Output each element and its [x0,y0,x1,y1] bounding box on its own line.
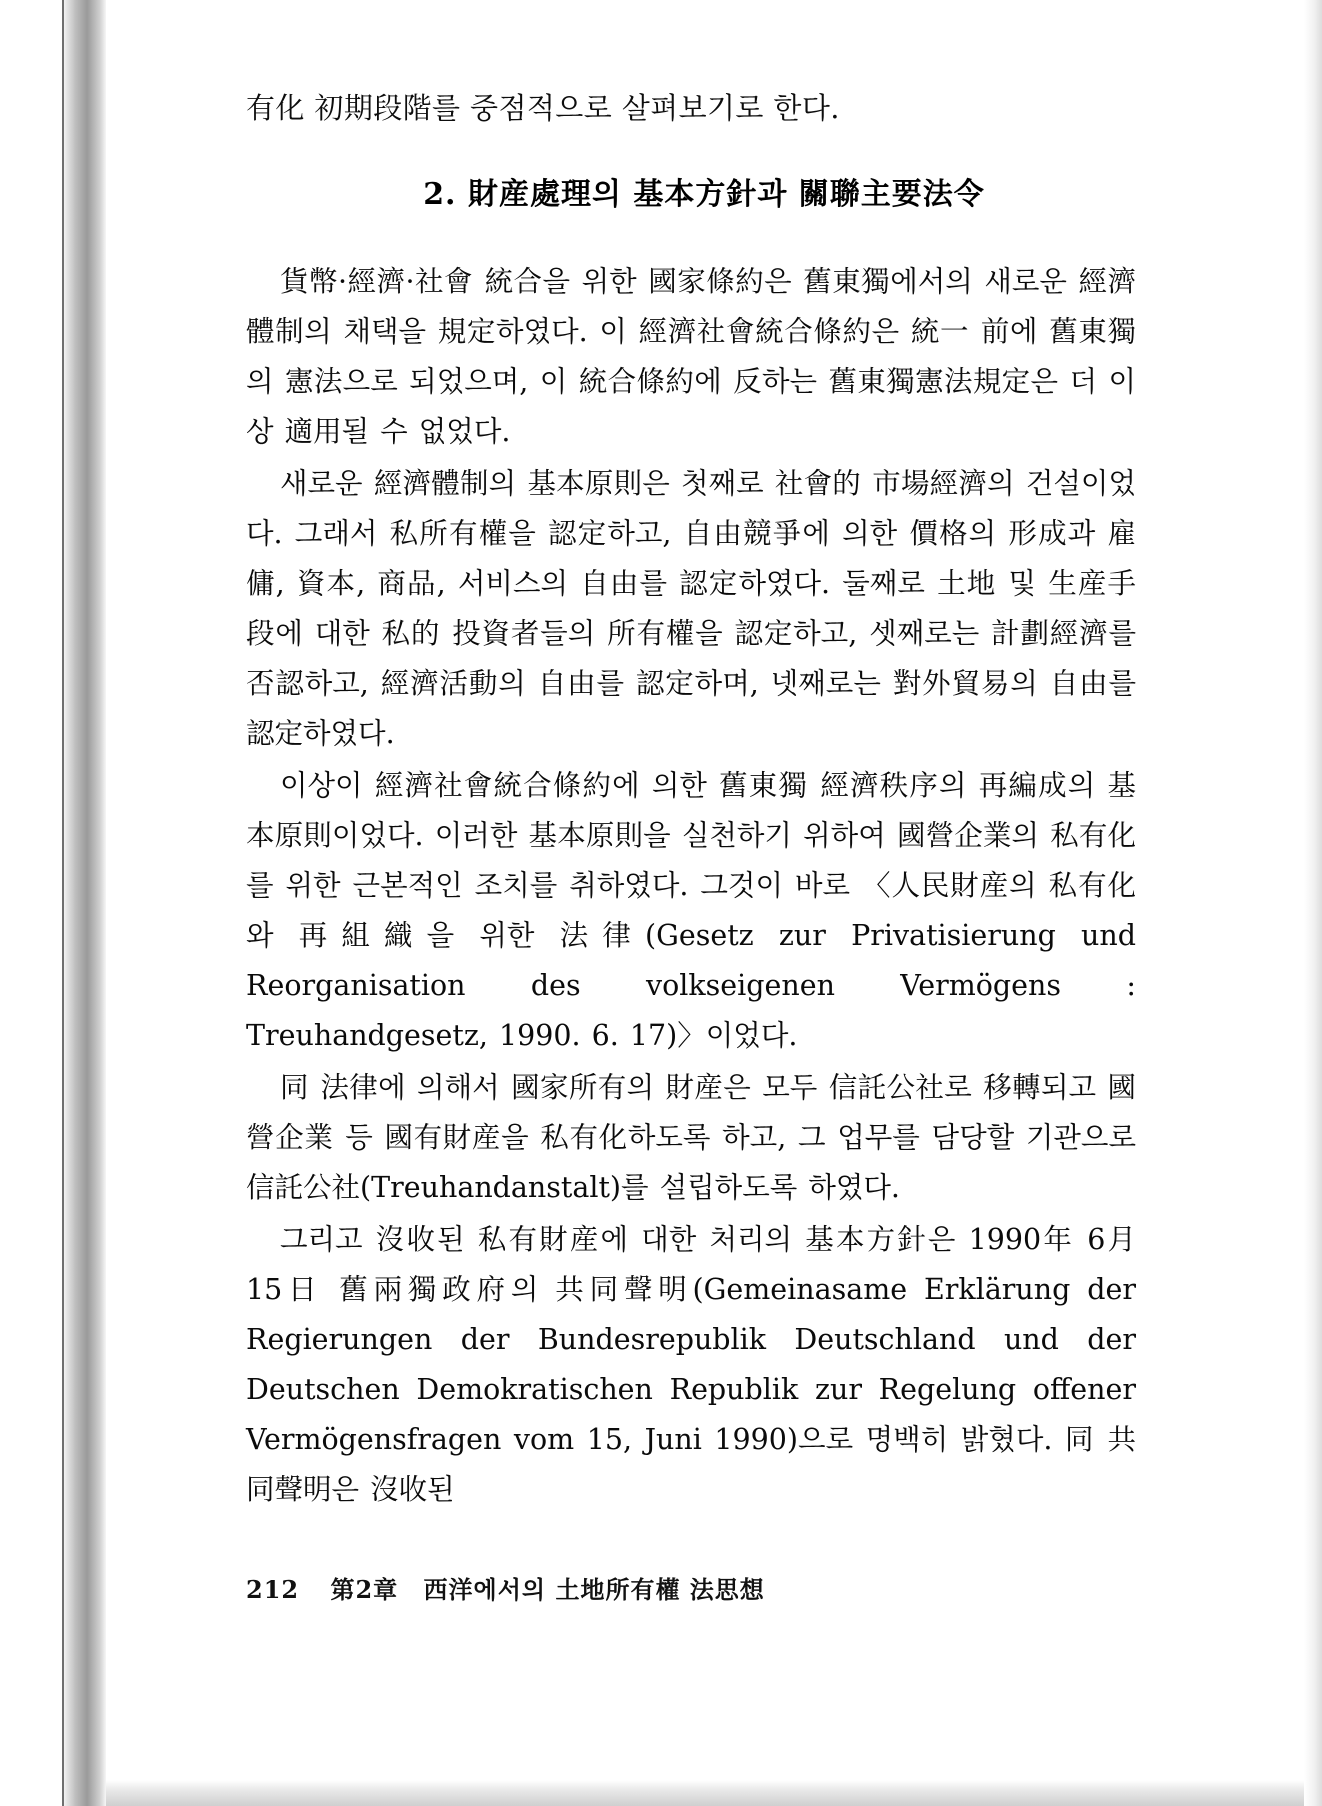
section-heading: 2. 財産處理의 基本方針과 關聯主要法令 [423,177,985,212]
page-content [246,86,1136,1515]
paragraph-5: 그리고 沒收된 私有財産에 대한 처리의 基本方針은 1990年 6月 15日 舊兩獨政府의 共同聲明(Gemeinasame Erklärung der Regierungen der Bundesrepublik Deutschland und der Deutschen Demokratischen Republik zur Regelung offener Vermögensfragen vom 15, Juni 1990)으로 명백히 밝혔다. 同 共同聲明은 沒收된 [246,1223,1136,1506]
continued-line: 有化 初期段階를 중점적으로 살펴보기로 한다. [246,91,840,125]
paragraph-2: 새로운 經濟體制의 基本原則은 첫째로 社會的 市場經濟의 건설이었다. 그래서 私所有權을 認定하고, 自由競爭에 의한 價格의 形成과 雇傭, 資本, 商品, 서비스의 自由를 認定하였다. 둘째로 土地 및 生産手段에 대한 私的 投資者들의 所有權을 認定하고, 셋째로는 計劃經濟를 否認하고, 經濟活動의 自由를 認定하며, 넷째로는 對外貿易의 自由를 認定하였다. [246,467,1136,750]
page-number: 212 [246,1575,300,1604]
page-right-shadow [1304,0,1322,1806]
chapter-title: 西洋에서의 土地所有權 法思想 [423,1575,765,1604]
page-left-margin [0,0,64,1806]
paragraph-1: 貨幣·經濟·社會 統合을 위한 國家條約은 舊東獨에서의 새로운 經濟體制의 채택을 規定하였다. 이 經濟社會統合條約은 統一 前에 舊東獨의 憲法으로 되었으며, 이 統合條約에 反하는 舊東獨憲法規定은 더 이상 適用될 수 없었다. [246,265,1136,448]
chapter-label: 第2章 [330,1575,399,1604]
paragraph-4: 同 法律에 의해서 國家所有의 財産은 모두 信託公社로 移轉되고 國營企業 등 國有財産을 私有化하도록 하고, 그 업무를 담당할 기관으로 信託公社(Treuhandanstalt)를 설립하도록 하였다. [246,1071,1136,1204]
paragraph-3: 이상이 經濟社會統合條約에 의한 舊東獨 經濟秩序의 再編成의 基本原則이었다. 이러한 基本原則을 실천하기 위하여 國營企業의 私有化를 위한 근본적인 조치를 취하였다. 그것이 바로 〈人民財産의 私有化와 再組織을 위한 法律(Gesetz zur Privatisierung und Reorganisation des volkseigenen Vermögens : Treuhandgesetz, 1990. 6. 17)〉이었다. [246,769,1136,1052]
page-footer [246,1570,765,1605]
book-spine-shadow [64,0,106,1806]
page-bottom-shadow [106,1780,1322,1806]
document-page [106,0,1306,1780]
